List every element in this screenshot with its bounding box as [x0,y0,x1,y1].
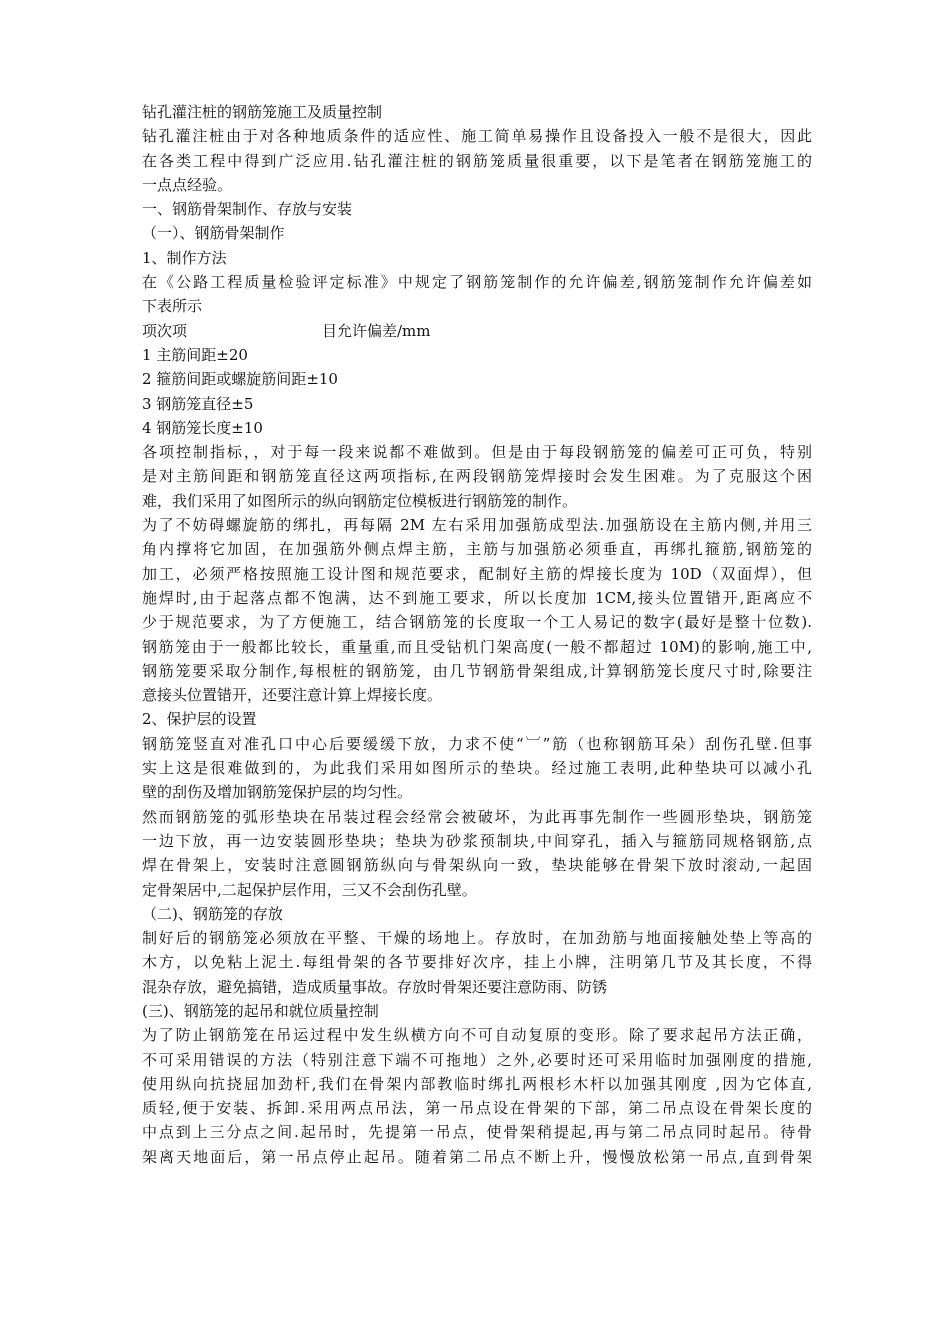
text-line: 定骨架居中,二起保护层作用，三又不会刮伤孔壁。 [142,880,477,899]
text-line: 架离天地面后，第一吊点停止起吊。随着第二吊点不断上升，慢慢放松第一吊点,直到骨架 [142,1147,812,1166]
text-line: 钢筋笼要采取分制作,每根桩的钢筋笼，由几节钢筋骨架组成,计算钢筋笼长度尺寸时,除要注 [142,661,812,680]
text-line: 混杂存放，避免搞错，造成质量事故。存放时骨架还要注意防雨、防锈 [142,977,608,996]
text-line: 焊在骨架上，安装时注意圆钢筋纵向与骨架纵向一致，垫块能够在骨架下放时滚动,一起固 [142,856,812,875]
text-line: 1、制作方法 [142,248,227,267]
text-line: 2、保护层的设置 [142,710,257,729]
text-line: 一边下放，再一边安装圆形垫块；垫块为砂浆预制块,中间穿孔，插入与箍筋同规格钢筋,点 [142,831,812,850]
text-line: 为了不妨碍螺旋筋的绑扎，再每隔 2M 左右采用加强筋成型法.加强筋设在主筋内侧,并用三 [142,516,812,535]
text-line: 2 箍筋间距或螺旋筋间距±10 [142,370,338,389]
text-line: 钢筋笼由于一般都比较长，重量重,而且受钻机门架高度(一般不都超过 10M)的影响,施工中, [142,637,812,656]
table-header-tolerance: 目允许偏差/mm [322,321,431,340]
text-line: 各项控制指标，，对于每一段来说都不难做到。但是由于每段钢筋笼的偏差可正可负，特别 [142,443,812,462]
text-line: 3 钢筋笼直径±5 [142,394,254,413]
text-line: 质轻,便于安装、拆卸.采用两点吊法，第一吊点设在骨架的下部，第二吊点设在骨架长度的 [142,1099,812,1118]
text-line: 为了防止钢筋笼在吊运过程中发生纵横方向不可自动复原的变形。除了要求起吊方法正确， [142,1026,812,1045]
text-line: 意接头位置错开，还要注意计算上焊接长度。 [142,686,443,705]
document-page [142,100,812,1169]
text-line: 在各类工程中得到广泛应用.钻孔灌注桩的钢筋笼质量很重要，以下是笔者在钢筋笼施工的 [142,151,812,170]
text-line: （二)、钢筋笼的存放 [142,904,283,923]
text-line: 1 主筋间距±20 [142,345,248,364]
text-line: 壁的刮伤及增加钢筋笼保护层的均匀性。 [142,783,413,802]
text-line: 一点点经验。 [142,175,233,194]
text-line: （一）、钢筋骨架制作 [142,224,285,243]
text-line: 施焊时,由于起落点都不饱满，达不到施工要求，所以长度加 1CM,接头位置错开,距离应不 [142,588,812,607]
text-line: 钢筋笼竖直对准孔口中心后要缓缓下放，力求不使“︺”筋（也称钢筋耳朵）刮伤孔壁.但事 [142,734,812,753]
text-line: 角内撑将它加固，在加强筋外侧点焊主筋，主筋与加强筋必须垂直，再绑扎箍筋,钢筋笼的 [142,540,812,559]
tolerance-table-header [142,319,812,343]
text-line: 下表所示 [142,297,203,316]
text-line: (三)、钢筋笼的起吊和就位质量控制 [142,1001,379,1020]
text-line: 实上这是很难做到的，为此我们采用如图所示的垫块。经过施工表明,此种垫块可以减小孔 [142,759,812,778]
text-line: 一、钢筋骨架制作、存放与安装 [142,200,353,219]
text-line: 木方，以免粘上泥土.每组骨架的各节要排好次序，挂上小牌，注明第几节及其长度，不得 [142,953,812,972]
text-line: 在《公路工程质量检验评定标准》中规定了钢筋笼制作的允许偏差,钢筋笼制作允许偏差如 [142,273,812,292]
document-title: 钻孔灌注桩的钢筋笼施工及质量控制 [142,103,383,121]
table-header-item: 项次项 [142,321,188,340]
text-line: 中点到上三分点之间.起吊时，先提第一吊点，使骨架稍提起,再与第二吊点同时起吊。待骨 [142,1123,812,1142]
text-line: 加工，必须严格按照施工设计图和规范要求，配制好主筋的焊接长度为 10D（双面焊），但 [142,564,812,583]
text-line: 是对主筋间距和钢筋笼直径这两项指标,在两段钢筋笼焊接时会发生困难。为了克服这个困 [142,467,812,486]
text-line: 使用纵向抗挠屈加劲杆,我们在骨架内部教临时绑扎两根杉木杆以加强其刚度 ,因为它体直, [142,1074,812,1093]
text-line: 不可采用错误的方法（特别注意下端不可拖地）之外,必要时还可采用临时加强刚度的措施, [142,1050,812,1069]
text-line: 难，我们采用了如图所示的纵向钢筋定位模板进行钢筋笼的制作。 [142,491,578,510]
text-line: 钻孔灌注桩由于对各种地质条件的适应性、施工简单易操作且设备投入一般不是很大，因此 [142,127,812,146]
text-line: 然而钢筋笼的弧形垫块在吊装过程会经常会被破坏，为此再事先制作一些圆形垫块，钢筋笼 [142,807,812,826]
text-line: 4 钢筋笼长度±10 [142,418,263,437]
text-line: 少于规范要求，为了方便施工，结合钢筋笼的长度取一个工人易记的数字(最好是整十位数). [142,613,812,632]
text-line: 制好后的钢筋笼必须放在平整、干燥的场地上。存放时，在加劲筋与地面接触处垫上等高的 [142,929,812,948]
